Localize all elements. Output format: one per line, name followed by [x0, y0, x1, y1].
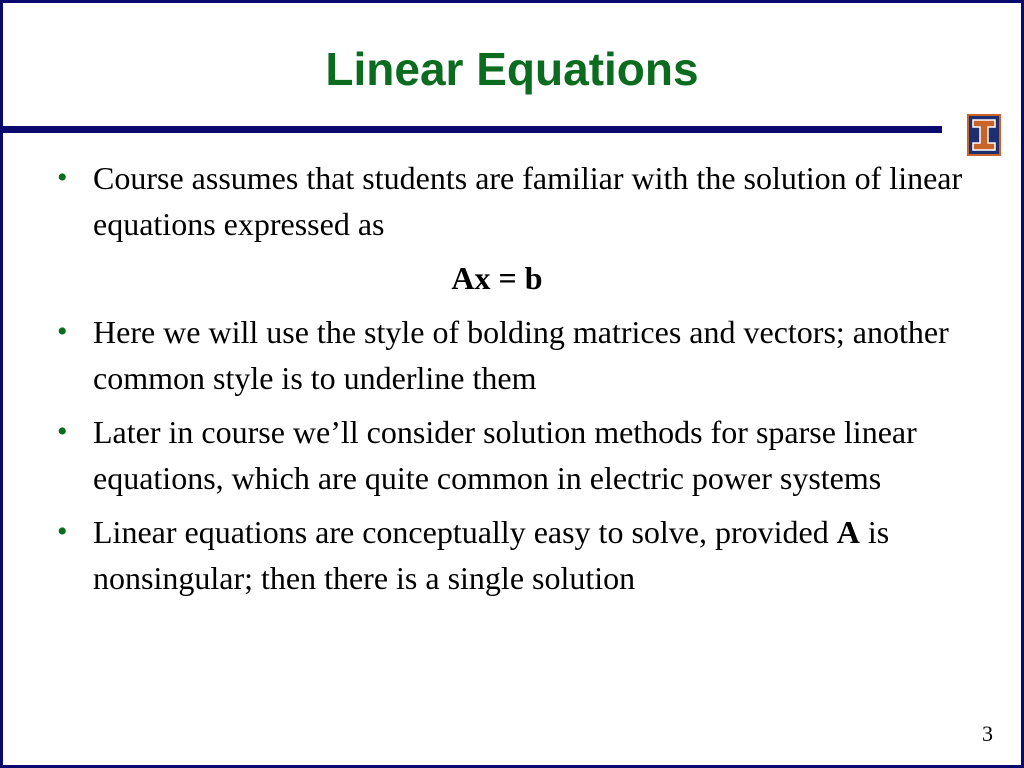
bullet-item	[53, 155, 1013, 247]
slide-title: Linear Equations	[325, 43, 699, 95]
bullet-text-before: Linear equations are conceptually easy to solve, provided	[93, 514, 837, 550]
bullet-dot: •	[57, 161, 68, 194]
bullet-dot: •	[57, 315, 68, 348]
bullet-text-after: is nonsingular; then there is a single solution	[93, 514, 890, 596]
bullet-item	[53, 409, 1013, 501]
bullet-text: Here we will use the style of bolding matrices and vectors; another common style is to underline them	[93, 314, 949, 396]
page-number: 3	[982, 721, 993, 746]
bullet-text: Later in course we’ll consider solution methods for sparse linear equations, which are quite common in electric power systems	[93, 414, 917, 496]
title-divider	[3, 126, 942, 133]
equation: Ax = b	[451, 260, 543, 296]
bullet-item	[53, 309, 1013, 401]
bullet-text: Course assumes that students are familiar with the solution of linear equations expressed as	[93, 160, 963, 242]
bullet-item	[53, 509, 1013, 601]
bullet-text	[93, 514, 889, 596]
block-i-glyph	[971, 118, 997, 152]
bullet-dot: •	[57, 515, 68, 548]
matrix-a-bold: A	[836, 514, 860, 550]
slide-body	[53, 155, 1013, 609]
illinois-block-i-icon	[967, 114, 1001, 156]
bullet-dot: •	[57, 415, 68, 448]
